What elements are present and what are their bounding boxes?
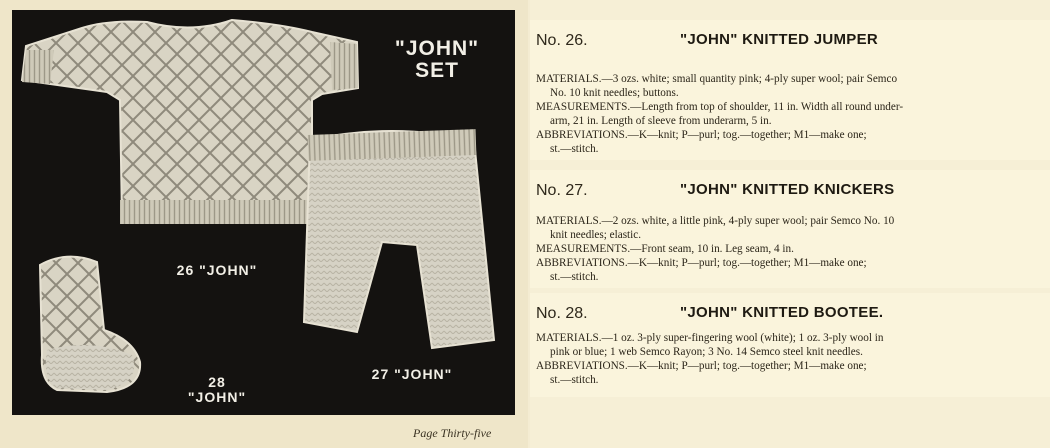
abbreviations-line: ABBREVIATIONS.—K—knit; P—purl; tog.—together; M1—make one;: [536, 129, 867, 141]
set-title: "JOHN" SET: [394, 37, 480, 83]
knickers-label: 27 "JOHN": [371, 366, 453, 382]
pattern-column: [530, 0, 1050, 448]
pattern-27: [530, 170, 1050, 288]
pattern-body: [536, 214, 1044, 284]
knitwear-photo: [12, 10, 515, 415]
materials-line: knit needles; elastic.: [550, 229, 642, 241]
materials-line: pink or blue; 1 web Semco Rayon; 3 No. 14 Semco steel knit needles.: [550, 346, 863, 358]
pattern-title: "JOHN" KNITTED BOOTEE.: [680, 304, 884, 321]
pattern-header: [530, 293, 1050, 327]
abbreviations-line: st.—stitch.: [550, 271, 599, 283]
bootee-label: 28 "JOHN": [187, 374, 247, 405]
pattern-title: "JOHN" KNITTED KNICKERS: [680, 181, 895, 198]
materials-line: MATERIALS.—3 ozs. white; small quantity pink; 4-ply super wool; pair Semco: [536, 73, 898, 85]
measurements-line: MEASUREMENTS.—Front seam, 10 in. Leg seam, 4 in.: [536, 243, 794, 255]
pattern-28: [530, 293, 1050, 397]
knickers-shape: [304, 131, 494, 348]
pattern-number: No. 26.: [536, 32, 588, 49]
page-number: Page Thirty-five: [413, 426, 492, 440]
pattern-number: No. 28.: [536, 305, 588, 322]
pattern-header: [530, 170, 1050, 204]
materials-line: No. 10 knit needles; buttons.: [550, 87, 679, 99]
abbreviations-line: st.—stitch.: [550, 143, 599, 155]
pattern-26: [530, 20, 1050, 160]
pattern-body: [536, 331, 1044, 387]
measurements-line: arm, 21 in. Length of sleeve from underarm, 5 in.: [550, 115, 772, 127]
jumper-label: 26 "JOHN": [176, 262, 258, 278]
materials-line: MATERIALS.—1 oz. 3-ply super-fingering wool (white); 1 oz. 3-ply wool in: [536, 332, 884, 344]
abbreviations-line: ABBREVIATIONS.—K—knit; P—purl; tog.—together; M1—make one;: [536, 257, 867, 269]
pattern-title: "JOHN" KNITTED JUMPER: [680, 31, 879, 48]
pattern-body: [536, 72, 1044, 156]
pattern-header: [530, 20, 1050, 54]
materials-line: MATERIALS.—2 ozs. white, a little pink, 4-ply super wool; pair Semco No. 10: [536, 215, 895, 227]
pattern-number: No. 27.: [536, 182, 588, 199]
measurements-line: MEASUREMENTS.—Length from top of shoulder, 11 in. Width all round under-: [536, 101, 904, 113]
abbreviations-line: st.—stitch.: [550, 374, 599, 386]
abbreviations-line: ABBREVIATIONS.—K—knit; P—purl; tog.—together; M1—make one;: [536, 360, 867, 372]
